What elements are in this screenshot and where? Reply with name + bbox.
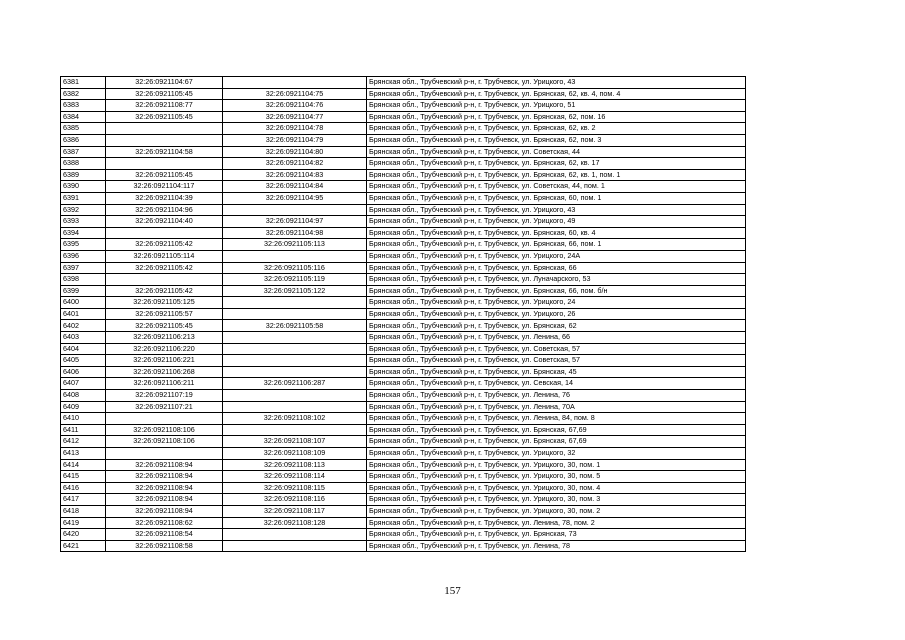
address-cell: Брянская обл., Трубчевский р-н, г. Трубчевск, ул. Советская, 57 [367,355,746,367]
object-cadastral-number-cell: 32:26:0921108:107 [223,436,367,448]
address-cell: Брянская обл., Трубчевский р-н, г. Трубчевск, ул. Урицкого, 32 [367,448,746,460]
row-number-cell: 6417 [61,494,106,506]
address-cell: Брянская обл., Трубчевский р-н, г. Трубчевск, ул. Брянская, 66 [367,262,746,274]
table-row [61,355,746,367]
row-number-cell: 6401 [61,308,106,320]
row-number-cell: 6400 [61,297,106,309]
object-cadastral-number-cell: 32:26:0921108:117 [223,505,367,517]
object-cadastral-number-cell: 32:26:0921104:76 [223,100,367,112]
row-number-cell: 6388 [61,158,106,170]
row-number-cell: 6382 [61,88,106,100]
address-cell: Брянская обл., Трубчевский р-н, г. Трубчевск, ул. Брянская, 62, кв. 2 [367,123,746,135]
address-cell: Брянская обл., Трубчевский р-н, г. Трубчевск, ул. Урицкого, 30, пом. 3 [367,494,746,506]
address-cell: Брянская обл., Трубчевский р-н, г. Трубчевск, ул. Брянская, 62, кв. 17 [367,158,746,170]
row-number-cell: 6390 [61,181,106,193]
object-cadastral-number-cell [223,343,367,355]
table-row [61,134,746,146]
object-cadastral-number-cell: 32:26:0921105:58 [223,320,367,332]
cadastral-number-cell: 32:26:0921105:45 [106,111,223,123]
row-number-cell: 6398 [61,274,106,286]
row-number-cell: 6410 [61,413,106,425]
table-row [61,459,746,471]
table-row [61,192,746,204]
table-row [61,540,746,552]
cadastral-number-cell: 32:26:0921108:106 [106,436,223,448]
address-cell: Брянская обл., Трубчевский р-н, г. Трубчевск, ул. Советская, 44 [367,146,746,158]
address-cell: Брянская обл., Трубчевский р-н, г. Трубчевск, ул. Брянская, 62, пом. 16 [367,111,746,123]
address-cell: Брянская обл., Трубчевский р-н, г. Трубчевск, ул. Севская, 14 [367,378,746,390]
address-cell: Брянская обл., Трубчевский р-н, г. Трубчевск, ул. Ленина, 84, пом. 8 [367,413,746,425]
object-cadastral-number-cell [223,424,367,436]
table-row [61,100,746,112]
object-cadastral-number-cell [223,390,367,402]
object-cadastral-number-cell: 32:26:0921104:83 [223,169,367,181]
cadastral-number-cell: 32:26:0921104:58 [106,146,223,158]
object-cadastral-number-cell: 32:26:0921104:80 [223,146,367,158]
object-cadastral-number-cell: 32:26:0921105:113 [223,239,367,251]
cadastral-number-cell: 32:26:0921108:94 [106,459,223,471]
object-cadastral-number-cell: 32:26:0921108:114 [223,471,367,483]
object-cadastral-number-cell: 32:26:0921106:287 [223,378,367,390]
table-row [61,424,746,436]
table-row [61,471,746,483]
cadastral-number-cell [106,123,223,135]
address-cell: Брянская обл., Трубчевский р-н, г. Трубчевск, ул. Советская, 57 [367,343,746,355]
row-number-cell: 6383 [61,100,106,112]
cadastral-number-cell: 32:26:0921108:77 [106,100,223,112]
object-cadastral-number-cell [223,204,367,216]
address-cell: Брянская обл., Трубчевский р-н, г. Трубчевск, ул. Ленина, 78 [367,540,746,552]
registry-table [60,76,746,552]
address-cell: Брянская обл., Трубчевский р-н, г. Трубчевск, ул. Урицкого, 30, пом. 1 [367,459,746,471]
cadastral-number-cell: 32:26:0921104:67 [106,77,223,89]
table-row [61,343,746,355]
object-cadastral-number-cell [223,297,367,309]
object-cadastral-number-cell: 32:26:0921105:122 [223,285,367,297]
object-cadastral-number-cell: 32:26:0921104:98 [223,227,367,239]
table-row [61,517,746,529]
row-number-cell: 6416 [61,482,106,494]
object-cadastral-number-cell: 32:26:0921108:128 [223,517,367,529]
row-number-cell: 6420 [61,529,106,541]
object-cadastral-number-cell: 32:26:0921105:119 [223,274,367,286]
object-cadastral-number-cell [223,308,367,320]
cadastral-number-cell [106,158,223,170]
row-number-cell: 6414 [61,459,106,471]
cadastral-number-cell: 32:26:0921105:42 [106,239,223,251]
cadastral-number-cell [106,413,223,425]
table-row [61,146,746,158]
object-cadastral-number-cell: 32:26:0921108:115 [223,482,367,494]
address-cell: Брянская обл., Трубчевский р-н, г. Трубчевск, ул. Урицкого, 43 [367,204,746,216]
cadastral-number-cell: 32:26:0921108:62 [106,517,223,529]
row-number-cell: 6419 [61,517,106,529]
cadastral-number-cell: 32:26:0921104:96 [106,204,223,216]
table-row [61,413,746,425]
table-row [61,204,746,216]
row-number-cell: 6406 [61,366,106,378]
cadastral-number-cell: 32:26:0921108:94 [106,471,223,483]
address-cell: Брянская обл., Трубчевский р-н, г. Трубчевск, ул. Брянская, 60, кв. 4 [367,227,746,239]
address-cell: Брянская обл., Трубчевский р-н, г. Трубчевск, ул. Брянская, 67,69 [367,436,746,448]
object-cadastral-number-cell: 32:26:0921108:113 [223,459,367,471]
table-row [61,111,746,123]
cadastral-number-cell: 32:26:0921108:54 [106,529,223,541]
object-cadastral-number-cell [223,355,367,367]
address-cell: Брянская обл., Трубчевский р-н, г. Трубчевск, ул. Брянская, 60, пом. 1 [367,192,746,204]
row-number-cell: 6385 [61,123,106,135]
cadastral-number-cell: 32:26:0921106:268 [106,366,223,378]
table-row [61,181,746,193]
row-number-cell: 6381 [61,77,106,89]
row-number-cell: 6397 [61,262,106,274]
cadastral-number-cell: 32:26:0921106:211 [106,378,223,390]
object-cadastral-number-cell: 32:26:0921108:116 [223,494,367,506]
cadastral-number-cell: 32:26:0921104:39 [106,192,223,204]
row-number-cell: 6418 [61,505,106,517]
address-cell: Брянская обл., Трубчевский р-н, г. Трубчевск, ул. Брянская, 62 [367,320,746,332]
object-cadastral-number-cell: 32:26:0921104:97 [223,216,367,228]
table-row [61,308,746,320]
row-number-cell: 6407 [61,378,106,390]
object-cadastral-number-cell: 32:26:0921105:116 [223,262,367,274]
table-row [61,332,746,344]
object-cadastral-number-cell [223,250,367,262]
address-cell: Брянская обл., Трубчевский р-н, г. Трубчевск, ул. Ленина, 70А [367,401,746,413]
row-number-cell: 6399 [61,285,106,297]
address-cell: Брянская обл., Трубчевский р-н, г. Трубчевск, ул. Урицкого, 24 [367,297,746,309]
row-number-cell: 6413 [61,448,106,460]
table-row [61,505,746,517]
row-number-cell: 6395 [61,239,106,251]
address-cell: Брянская обл., Трубчевский р-н, г. Трубчевск, ул. Урицкого, 30, пом. 4 [367,482,746,494]
object-cadastral-number-cell: 32:26:0921108:109 [223,448,367,460]
cadastral-number-cell [106,274,223,286]
cadastral-number-cell: 32:26:0921107:19 [106,390,223,402]
table-row [61,366,746,378]
cadastral-number-cell: 32:26:0921105:45 [106,169,223,181]
row-number-cell: 6389 [61,169,106,181]
row-number-cell: 6412 [61,436,106,448]
row-number-cell: 6403 [61,332,106,344]
table-row [61,285,746,297]
object-cadastral-number-cell [223,540,367,552]
address-cell: Брянская обл., Трубчевский р-н, г. Трубчевск, ул. Урицкого, 24А [367,250,746,262]
table-row [61,378,746,390]
cadastral-number-cell: 32:26:0921108:58 [106,540,223,552]
address-cell: Брянская обл., Трубчевский р-н, г. Трубчевск, ул. Урицкого, 30, пом. 5 [367,471,746,483]
object-cadastral-number-cell: 32:26:0921108:102 [223,413,367,425]
table-row [61,169,746,181]
table-row [61,494,746,506]
address-cell: Брянская обл., Трубчевский р-н, г. Трубчевск, ул. Брянская, 62, кв. 4, пом. 4 [367,88,746,100]
table-row [61,158,746,170]
address-cell: Брянская обл., Трубчевский р-н, г. Трубчевск, ул. Брянская, 62, пом. 3 [367,134,746,146]
table-row [61,482,746,494]
object-cadastral-number-cell [223,77,367,89]
table-row [61,274,746,286]
table-row [61,216,746,228]
cadastral-number-cell: 32:26:0921105:57 [106,308,223,320]
cadastral-number-cell: 32:26:0921104:40 [106,216,223,228]
cadastral-number-cell: 32:26:0921106:221 [106,355,223,367]
address-cell: Брянская обл., Трубчевский р-н, г. Трубчевск, ул. Брянская, 45 [367,366,746,378]
cadastral-number-cell: 32:26:0921108:94 [106,482,223,494]
object-cadastral-number-cell: 32:26:0921104:82 [223,158,367,170]
cadastral-number-cell: 32:26:0921105:42 [106,285,223,297]
object-cadastral-number-cell: 32:26:0921104:78 [223,123,367,135]
address-cell: Брянская обл., Трубчевский р-н, г. Трубчевск, ул. Луначарского, 53 [367,274,746,286]
row-number-cell: 6404 [61,343,106,355]
cadastral-number-cell: 32:26:0921108:94 [106,494,223,506]
table-row [61,77,746,89]
table-row [61,401,746,413]
cadastral-number-cell: 32:26:0921108:94 [106,505,223,517]
object-cadastral-number-cell: 32:26:0921104:84 [223,181,367,193]
table-row [61,448,746,460]
address-cell: Брянская обл., Трубчевский р-н, г. Трубчевск, ул. Урицкого, 51 [367,100,746,112]
table-row [61,239,746,251]
cadastral-number-cell: 32:26:0921106:213 [106,332,223,344]
object-cadastral-number-cell: 32:26:0921104:77 [223,111,367,123]
row-number-cell: 6391 [61,192,106,204]
table-row [61,250,746,262]
object-cadastral-number-cell [223,529,367,541]
table-row [61,88,746,100]
cadastral-number-cell: 32:26:0921104:117 [106,181,223,193]
table-row [61,123,746,135]
row-number-cell: 6396 [61,250,106,262]
row-number-cell: 6387 [61,146,106,158]
cadastral-number-cell [106,448,223,460]
address-cell: Брянская обл., Трубчевский р-н, г. Трубчевск, ул. Урицкого, 43 [367,77,746,89]
address-cell: Брянская обл., Трубчевский р-н, г. Трубчевск, ул. Советская, 44, пом. 1 [367,181,746,193]
cadastral-number-cell [106,227,223,239]
row-number-cell: 6386 [61,134,106,146]
registry-table-body [61,77,746,552]
address-cell: Брянская обл., Трубчевский р-н, г. Трубчевск, ул. Урицкого, 30, пом. 2 [367,505,746,517]
address-cell: Брянская обл., Трубчевский р-н, г. Трубчевск, ул. Ленина, 76 [367,390,746,402]
table-row [61,297,746,309]
table-row [61,262,746,274]
address-cell: Брянская обл., Трубчевский р-н, г. Трубчевск, ул. Брянская, 66, пом. 1 [367,239,746,251]
address-cell: Брянская обл., Трубчевский р-н, г. Трубчевск, ул. Брянская, 67,69 [367,424,746,436]
cadastral-number-cell: 32:26:0921105:125 [106,297,223,309]
row-number-cell: 6405 [61,355,106,367]
row-number-cell: 6392 [61,204,106,216]
address-cell: Брянская обл., Трубчевский р-н, г. Трубчевск, ул. Ленина, 66 [367,332,746,344]
cadastral-number-cell: 32:26:0921108:106 [106,424,223,436]
cadastral-number-cell: 32:26:0921105:45 [106,88,223,100]
table-row [61,390,746,402]
cadastral-number-cell: 32:26:0921105:45 [106,320,223,332]
table-row [61,529,746,541]
object-cadastral-number-cell: 32:26:0921104:79 [223,134,367,146]
address-cell: Брянская обл., Трубчевский р-н, г. Трубчевск, ул. Брянская, 66, пом. б/н [367,285,746,297]
object-cadastral-number-cell: 32:26:0921104:75 [223,88,367,100]
object-cadastral-number-cell: 32:26:0921104:95 [223,192,367,204]
table-row [61,320,746,332]
cadastral-number-cell: 32:26:0921107:21 [106,401,223,413]
address-cell: Брянская обл., Трубчевский р-н, г. Трубчевск, ул. Брянская, 62, кв. 1, пом. 1 [367,169,746,181]
cadastral-number-cell: 32:26:0921105:42 [106,262,223,274]
address-cell: Брянская обл., Трубчевский р-н, г. Трубчевск, ул. Урицкого, 26 [367,308,746,320]
row-number-cell: 6408 [61,390,106,402]
row-number-cell: 6402 [61,320,106,332]
cadastral-number-cell: 32:26:0921105:114 [106,250,223,262]
row-number-cell: 6394 [61,227,106,239]
row-number-cell: 6409 [61,401,106,413]
address-cell: Брянская обл., Трубчевский р-н, г. Трубчевск, ул. Ленина, 78, пом. 2 [367,517,746,529]
address-cell: Брянская обл., Трубчевский р-н, г. Трубчевск, ул. Брянская, 73 [367,529,746,541]
cadastral-number-cell [106,134,223,146]
object-cadastral-number-cell [223,332,367,344]
row-number-cell: 6393 [61,216,106,228]
row-number-cell: 6415 [61,471,106,483]
object-cadastral-number-cell [223,366,367,378]
row-number-cell: 6421 [61,540,106,552]
row-number-cell: 6384 [61,111,106,123]
table-row [61,436,746,448]
row-number-cell: 6411 [61,424,106,436]
object-cadastral-number-cell [223,401,367,413]
address-cell: Брянская обл., Трубчевский р-н, г. Трубчевск, ул. Урицкого, 49 [367,216,746,228]
page-number: 157 [444,585,461,597]
table-row [61,227,746,239]
cadastral-number-cell: 32:26:0921106:220 [106,343,223,355]
